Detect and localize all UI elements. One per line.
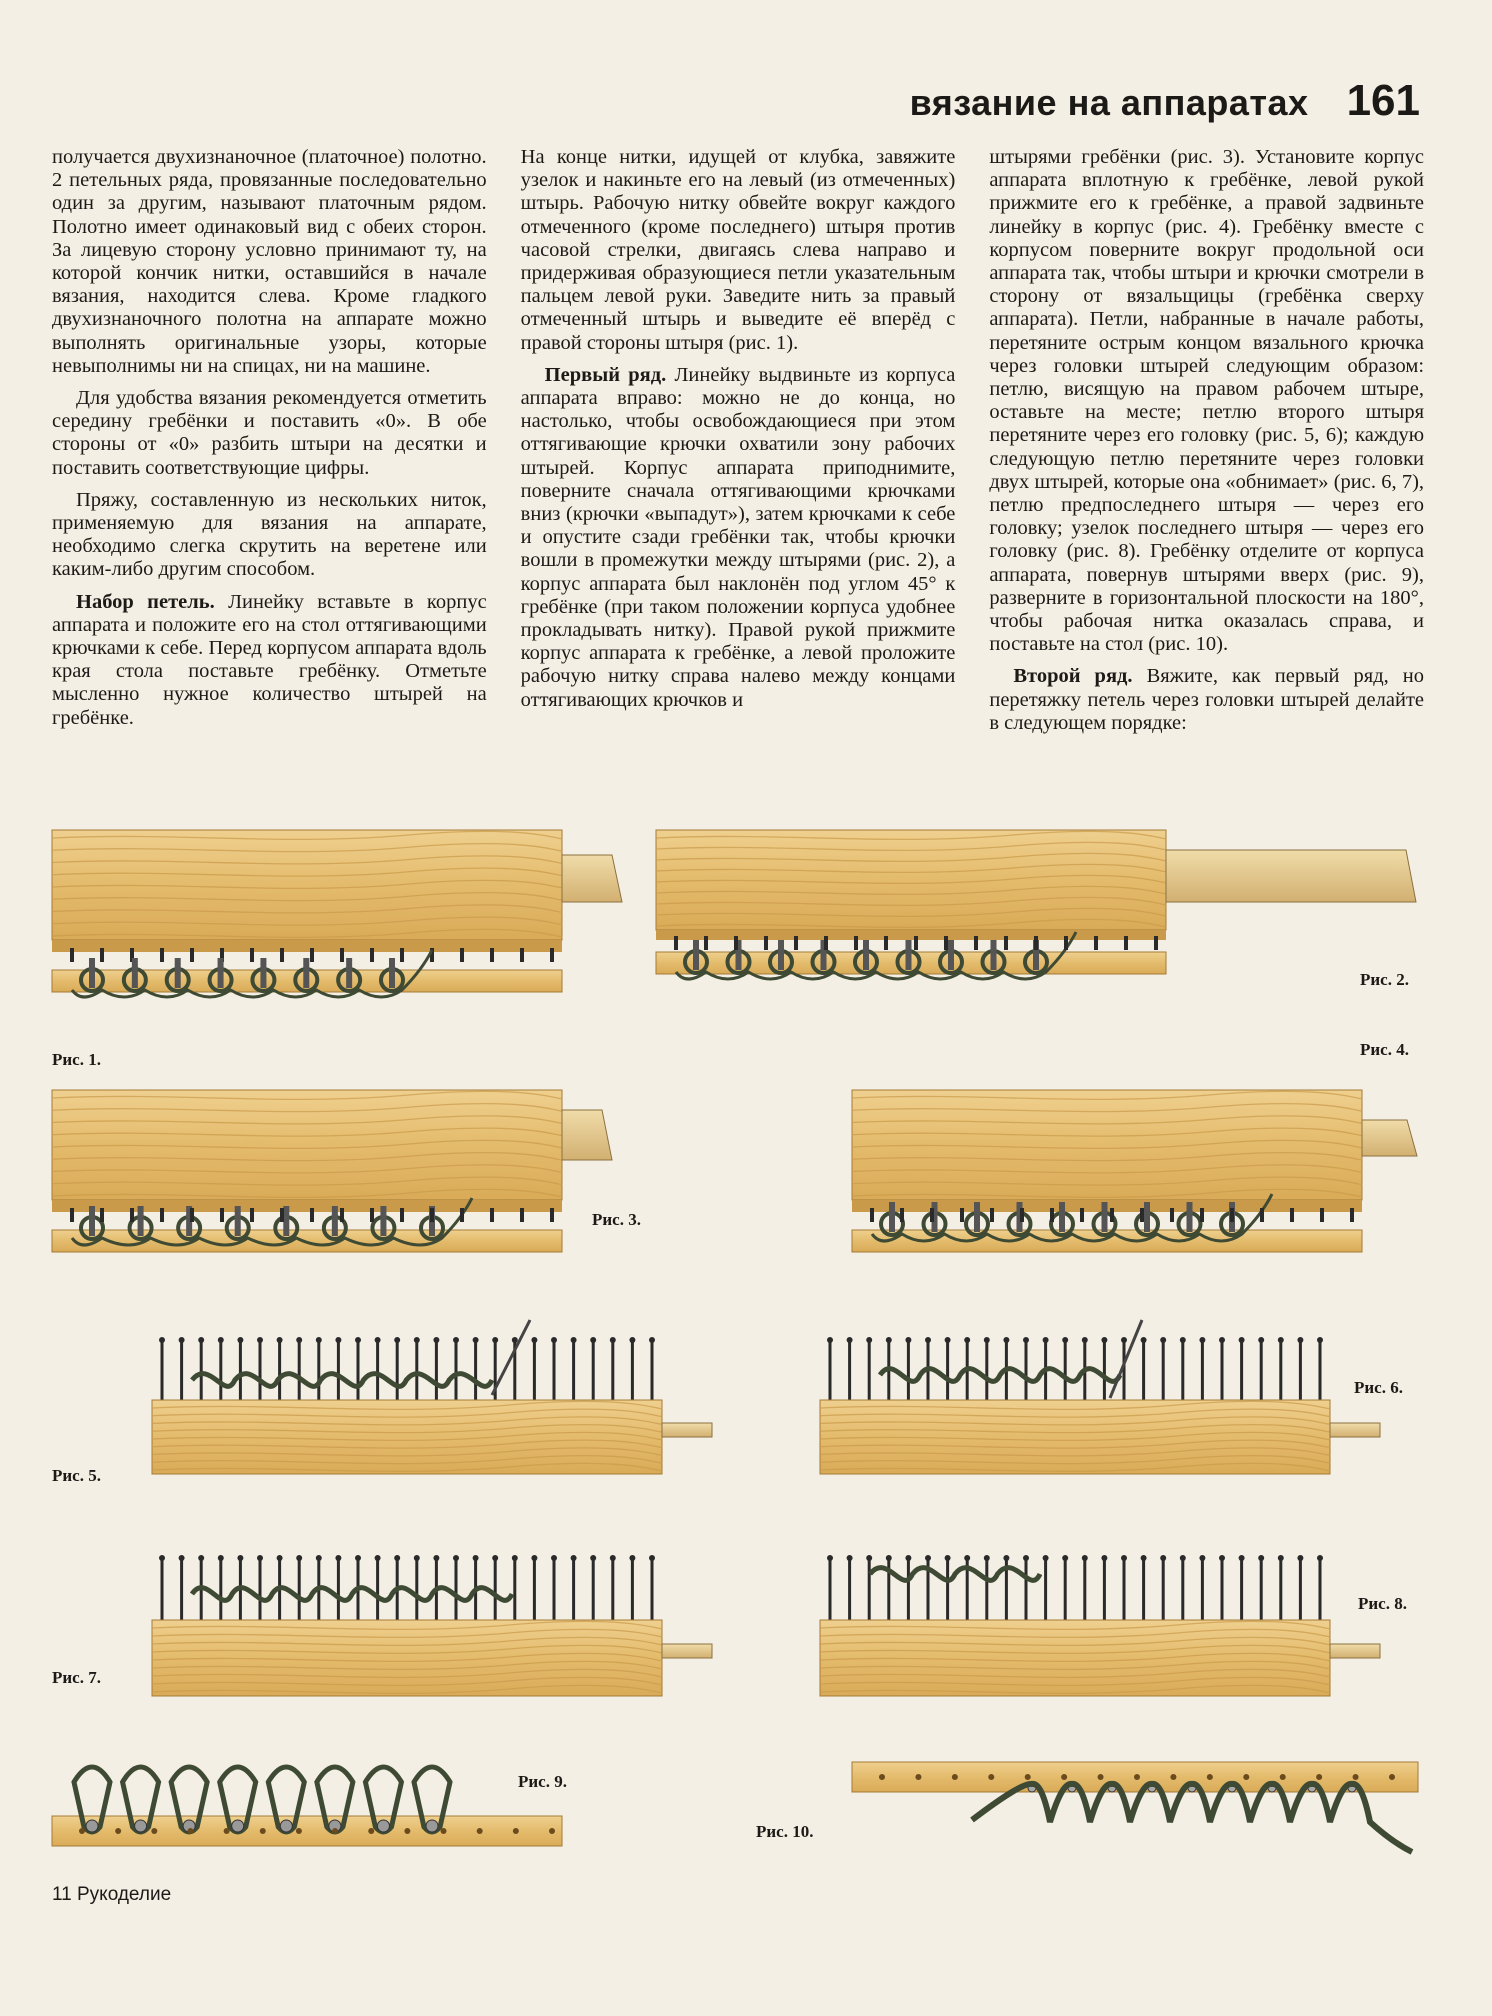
pin <box>778 940 784 970</box>
running-header <box>910 76 1420 124</box>
hook-tooth <box>460 948 464 962</box>
pin-head <box>335 1555 341 1561</box>
pin-head <box>1199 1555 1205 1561</box>
pin-head <box>257 1337 263 1343</box>
figure-6-illustration <box>820 1320 1390 1480</box>
pin-head <box>237 1337 243 1343</box>
hook-tooth <box>100 1208 104 1222</box>
comb-hole <box>296 1828 302 1834</box>
comb-hole <box>441 1828 447 1834</box>
hook-tooth <box>400 948 404 962</box>
hook-tooth <box>1020 1208 1024 1222</box>
pin-head <box>571 1555 577 1561</box>
pin <box>693 940 699 970</box>
pin-head <box>394 1337 400 1343</box>
hook-tooth <box>974 936 978 950</box>
hook-tooth <box>1124 936 1128 950</box>
pin-head <box>1062 1555 1068 1561</box>
pin-head <box>355 1555 361 1561</box>
pin-head <box>355 1337 361 1343</box>
hook-tooth <box>220 1208 224 1222</box>
pin-head <box>1062 1337 1068 1343</box>
hook-tooth <box>1050 1208 1054 1222</box>
pin-head <box>1317 1337 1323 1343</box>
pin-head <box>610 1337 616 1343</box>
hook-tooth <box>854 936 858 950</box>
hook-tooth <box>884 936 888 950</box>
pin-head <box>1003 1337 1009 1343</box>
text-columns <box>52 146 1424 802</box>
hook-tooth <box>400 1208 404 1222</box>
comb-hole <box>1207 1774 1213 1780</box>
hook-tooth <box>990 1208 994 1222</box>
hook-tooth <box>130 1208 134 1222</box>
hook-tooth <box>1110 1208 1114 1222</box>
pin-head <box>531 1555 537 1561</box>
pin-head <box>453 1337 459 1343</box>
pin-head <box>1199 1337 1205 1343</box>
pin <box>89 1206 95 1236</box>
column-3 <box>989 146 1424 802</box>
pin-head <box>218 1555 224 1561</box>
pin-head <box>426 1820 438 1832</box>
comb-hole <box>1098 1774 1104 1780</box>
hook-tooth <box>1064 936 1068 950</box>
hook-tooth <box>900 1208 904 1222</box>
yarn-strand <box>972 1784 1412 1852</box>
hook-tooth <box>520 948 524 962</box>
hook-tooth <box>550 1208 554 1222</box>
pin <box>863 940 869 970</box>
hook-tooth <box>340 948 344 962</box>
pin <box>132 958 138 988</box>
page-footer: 11 Рукоделие <box>52 1884 172 1905</box>
comb-hole <box>151 1828 157 1834</box>
figure-caption: Рис. 5. <box>52 1466 101 1485</box>
pin-head <box>1180 1555 1186 1561</box>
hook-tooth <box>944 936 948 950</box>
pin-head <box>827 1337 833 1343</box>
paragraph: Пряжу, составленную из нескольких ниток, применяемую для вязания на аппарате, необходимо слегка скрутить на веретене или каким-либо другим способом. <box>52 488 487 581</box>
pin <box>332 1206 338 1236</box>
comb-hole <box>260 1828 266 1834</box>
pin-head <box>1043 1337 1049 1343</box>
pin-head <box>433 1337 439 1343</box>
figure-9-illustration <box>52 1752 572 1862</box>
pin-head <box>375 1555 381 1561</box>
pin-head <box>394 1555 400 1561</box>
pin-head <box>512 1337 518 1343</box>
pin-head <box>1239 1555 1245 1561</box>
figure-7-illustration <box>152 1544 722 1704</box>
comb-hole <box>879 1774 885 1780</box>
pin-head <box>1180 1337 1186 1343</box>
pin-head <box>551 1337 557 1343</box>
pin-head <box>905 1555 911 1561</box>
comb-hole <box>915 1774 921 1780</box>
section-title: вязание на аппаратах <box>909 82 1309 123</box>
hook-tooth <box>340 1208 344 1222</box>
pin-head <box>335 1337 341 1343</box>
pin-head <box>1278 1337 1284 1343</box>
hook-tooth <box>1080 1208 1084 1222</box>
paragraph-lead: Второй ряд. <box>1013 665 1133 688</box>
pin-head <box>198 1337 204 1343</box>
figure-caption: Рис. 4. <box>1360 1040 1409 1059</box>
comb-hole <box>1353 1774 1359 1780</box>
hook-tooth <box>490 948 494 962</box>
hook-tooth <box>914 936 918 950</box>
pin-head <box>629 1555 635 1561</box>
hook-tooth <box>70 948 74 962</box>
pin <box>138 1206 144 1236</box>
pin-head <box>1082 1555 1088 1561</box>
hook-tooth <box>960 1208 964 1222</box>
pin-head <box>1101 1555 1107 1561</box>
pin-head <box>232 1820 244 1832</box>
hook-tooth <box>280 1208 284 1222</box>
pin <box>948 940 954 970</box>
pin-head <box>316 1337 322 1343</box>
hook-tooth <box>674 936 678 950</box>
hook-tooth <box>310 1208 314 1222</box>
paragraph: Для удобства вязания рекомендуется отметить середину гребёнки и поставить «0». В обе стороны от «0» разбить штыри на десятки и поставить соответствующие цифры. <box>52 387 487 479</box>
paragraph: Второй ряд. Вяжите, как первый ряд, но перетяжку петель через головки штырей делайте в следующем порядке: <box>989 665 1425 734</box>
pin-head <box>277 1337 283 1343</box>
pin-head <box>1258 1337 1264 1343</box>
column-1 <box>52 146 487 802</box>
figure-caption: Рис. 7. <box>52 1668 101 1687</box>
pin-head <box>473 1555 479 1561</box>
pin-head <box>277 1555 283 1561</box>
pin-head <box>492 1555 498 1561</box>
pin-head <box>414 1337 420 1343</box>
hook-tooth <box>370 1208 374 1222</box>
pin <box>974 1202 980 1232</box>
hook-tooth <box>734 936 738 950</box>
page-number: 161 <box>1346 76 1420 125</box>
pin-head <box>847 1337 853 1343</box>
pin-head <box>964 1337 970 1343</box>
comb-hole <box>1170 1774 1176 1780</box>
pin-head <box>551 1555 557 1561</box>
pin-head <box>925 1555 931 1561</box>
pin-head <box>492 1337 498 1343</box>
comb-hole <box>115 1828 121 1834</box>
comb-hole <box>368 1828 374 1834</box>
hook-tooth <box>1094 936 1098 950</box>
pin-head <box>1160 1555 1166 1561</box>
comb-hole <box>1389 1774 1395 1780</box>
pin-head <box>847 1555 853 1561</box>
pin-head <box>257 1555 263 1561</box>
comb-hole <box>1025 1774 1031 1780</box>
figure-caption: Рис. 1. <box>52 1050 101 1069</box>
hook-tooth <box>1350 1208 1354 1222</box>
pin-head <box>984 1555 990 1561</box>
pin-head <box>905 1337 911 1343</box>
hook-tooth <box>70 1208 74 1222</box>
pin-head <box>512 1555 518 1561</box>
hook-tooth <box>1004 936 1008 950</box>
pin <box>346 958 352 988</box>
pin-head <box>827 1555 833 1561</box>
pin <box>889 1202 895 1232</box>
pin-head <box>984 1337 990 1343</box>
pin-head <box>629 1337 635 1343</box>
pin-head <box>1160 1337 1166 1343</box>
pin-head <box>1003 1555 1009 1561</box>
pin-head <box>886 1337 892 1343</box>
pin-head <box>590 1555 596 1561</box>
yarn-strand <box>870 1568 1040 1581</box>
pin-head <box>1023 1337 1029 1343</box>
paragraph: На конце нитки, идущей от клубка, завяжите узелок и накиньте его на левый (из отмеченных) штырь. Рабочую нитку обвейте вокруг каждого отмеченного (кроме последнего) штыря против часовой стрелки, двигаясь слева направо и придерживая образующиеся петли указательным пальцем левой руки. Заведите нить за правый отмеченный штырь и выведите её вперёд с правой стороны штыря (рис. 1). <box>520 146 956 354</box>
pin <box>389 958 395 988</box>
pin-head <box>649 1337 655 1343</box>
paragraph: Первый ряд. Линейку выдвиньте из корпуса аппарата вправо: можно не до конца, но настолько, чтобы освобождающиеся при этом оттягивающие крючки охватили зону рабочих штырей. Корпус аппарата приподнимите, поверните сначала оттягивающими крючками вниз (крючки «выпадут»), затем крючками к себе и опустите сзади гребёнки так, чтобы крючки вошли в промежутки между штырями (рис. 2), а корпус аппарата был наклонён под углом 45° к гребёнке (при таком положении корпуса удобнее прокладывать нитку). Правой рукой прижмите корпус аппарата к гребёнке, а левой проложите рабочую нитку справа налево между концами оттягивающих крючков и <box>520 363 956 711</box>
pin <box>380 1206 386 1236</box>
figure-caption: Рис. 6. <box>1354 1378 1403 1397</box>
pin-head <box>1258 1555 1264 1561</box>
pin-head <box>86 1820 98 1832</box>
pin-head <box>1082 1337 1088 1343</box>
pin-head <box>1297 1337 1303 1343</box>
hook-tooth <box>794 936 798 950</box>
pin-head <box>571 1337 577 1343</box>
pin-head <box>531 1337 537 1343</box>
pin-head <box>945 1337 951 1343</box>
figure-caption: Рис. 2. <box>1360 970 1409 989</box>
hook-tooth <box>160 948 164 962</box>
pin-head <box>1219 1337 1225 1343</box>
paragraph: получается двухизнаночное (платочное) полотно. 2 петельных ряда, провязанные последовательно один за другим, называют платочным рядом. Полотно имеет одинаковый вид с обеих сторон. За лицевую сторону условно принимают ту, на которой кончик нитки, оставшийся в начале вязания, находится слева. Кроме гладкого двухизнаночного полотна на аппарате можно выполнять оригинальные узоры, которые невыполнимы ни на спицах, ни на машине. <box>52 146 487 377</box>
pin-head <box>179 1337 185 1343</box>
pin-head <box>1219 1555 1225 1561</box>
pin <box>260 958 266 988</box>
hook-tooth <box>160 1208 164 1222</box>
comb-hole <box>988 1774 994 1780</box>
figure-caption: Рис. 3. <box>592 1210 641 1229</box>
pin-head <box>1023 1555 1029 1561</box>
comb-hole <box>477 1828 483 1834</box>
paragraph-lead: Набор петель. <box>76 590 215 613</box>
hook-tooth <box>1230 1208 1234 1222</box>
column-2 <box>521 146 956 802</box>
pin-head <box>1239 1337 1245 1343</box>
pin-head <box>237 1555 243 1561</box>
hook-tooth <box>1260 1208 1264 1222</box>
hook-tooth <box>100 948 104 962</box>
hook-tooth <box>190 948 194 962</box>
pin-head <box>377 1820 389 1832</box>
figure-caption: Рис. 10. <box>756 1822 814 1841</box>
pin-head <box>316 1555 322 1561</box>
paragraph-lead: Первый ряд. <box>544 363 667 386</box>
comb-hole <box>549 1828 555 1834</box>
hook-tooth <box>520 1208 524 1222</box>
figure-caption: Рис. 9. <box>518 1772 567 1791</box>
comb-hole <box>1134 1774 1140 1780</box>
pin <box>1059 1202 1065 1232</box>
figure-2-illustration <box>656 830 1416 1010</box>
pin-head <box>866 1337 872 1343</box>
hook-tooth <box>430 1208 434 1222</box>
pin-head <box>375 1337 381 1343</box>
hook-tooth <box>930 1208 934 1222</box>
comb-hole <box>952 1774 958 1780</box>
hook-tooth <box>1140 1208 1144 1222</box>
pin <box>1102 1202 1108 1232</box>
figure-5-illustration <box>152 1320 722 1480</box>
pin-head <box>1297 1555 1303 1561</box>
hook-tooth <box>370 948 374 962</box>
hook-tooth <box>1034 936 1038 950</box>
pin <box>991 940 997 970</box>
pin <box>1187 1202 1193 1232</box>
paragraph: штырями гребёнки (рис. 3). Установите корпус аппарата вплотную к гребёнке, левой рукой прижмите его к гребёнке, а правой задвиньте линейку в корпус (рис. 4). Гребёнку вместе с корпусом поверните вокруг продольной оси аппарата так, чтобы штыри и крючки смотрели в сторону от вязальщицы (гребёнка сверху аппарата). Петли, набранные в начале работы, перетяните острым концом вязального крючка через головки штырей следующим образом: петлю, висящую на правом рабочем штыре, оставьте на месте; петлю второго штыря перетяните через его головку (рис. 5, 6); каждую следующую петлю перетяните через головки двух штырей, которые она «обнимает» (рис. 6, 7), петлю предпоследнего штыря — через его головку; узелок последнего штыря — через его головку (рис. 8). Гребёнку отделите от корпуса аппарата, повернув штырями вверх (рис. 9), разверните в горизонтальной плоскости на 180°, чтобы рабочая нитка оказалась справа, и поставьте на стол (рис. 10). <box>989 146 1425 656</box>
pin-head <box>179 1555 185 1561</box>
hook-tooth <box>550 948 554 962</box>
comb-hole <box>513 1828 519 1834</box>
figure-10-illustration <box>852 1752 1422 1862</box>
pin-head <box>433 1555 439 1561</box>
figure-3-illustration <box>52 1090 612 1280</box>
pin-head <box>610 1555 616 1561</box>
figure-8-illustration <box>820 1544 1390 1704</box>
figure-1-illustration <box>52 830 622 1030</box>
hook-tooth <box>250 948 254 962</box>
pin-head <box>218 1337 224 1343</box>
pin-head <box>453 1555 459 1561</box>
pin-head <box>135 1820 147 1832</box>
pin-head <box>1101 1337 1107 1343</box>
pin-head <box>198 1555 204 1561</box>
pin-head <box>1278 1555 1284 1561</box>
hook-tooth <box>1320 1208 1324 1222</box>
pin-head <box>1121 1555 1127 1561</box>
pin-head <box>866 1555 872 1561</box>
hook-tooth <box>704 936 708 950</box>
pin-head <box>159 1555 165 1561</box>
pin-head <box>964 1555 970 1561</box>
pin <box>906 940 912 970</box>
yarn-strand <box>192 1374 492 1387</box>
hook-tooth <box>1170 1208 1174 1222</box>
pin <box>89 958 95 988</box>
pin <box>175 958 181 988</box>
hook-tooth <box>280 948 284 962</box>
paragraph: Набор петель. Линейку вставьте в корпус аппарата и положите его на стол оттягивающими крючками к себе. Перед корпусом аппарата вдоль края стола поставьте гребёнку. Отметьте мысленно нужное количество штырей на гребёнке. <box>52 590 487 729</box>
pin-head <box>1317 1555 1323 1561</box>
pin <box>235 1206 241 1236</box>
pin <box>303 958 309 988</box>
comb-hole <box>1061 1774 1067 1780</box>
hook-tooth <box>870 1208 874 1222</box>
hook-tooth <box>250 1208 254 1222</box>
pin <box>218 958 224 988</box>
comb-hole <box>1280 1774 1286 1780</box>
pin-head <box>159 1337 165 1343</box>
pin-head <box>296 1555 302 1561</box>
hook-tooth <box>1290 1208 1294 1222</box>
comb-hole <box>224 1828 230 1834</box>
hook-tooth <box>1154 936 1158 950</box>
pin-head <box>1043 1555 1049 1561</box>
hook-tooth <box>824 936 828 950</box>
comb-hole <box>1243 1774 1249 1780</box>
pin-head <box>886 1555 892 1561</box>
figure-caption: Рис. 8. <box>1358 1594 1407 1613</box>
hook-tooth <box>190 1208 194 1222</box>
pin-head <box>925 1337 931 1343</box>
pin-head <box>414 1555 420 1561</box>
comb-hole <box>332 1828 338 1834</box>
pin <box>1144 1202 1150 1232</box>
pin-head <box>1141 1555 1147 1561</box>
hook-tooth <box>490 1208 494 1222</box>
pin-head <box>1121 1337 1127 1343</box>
pin-head <box>649 1555 655 1561</box>
pin <box>283 1206 289 1236</box>
comb-hole <box>404 1828 410 1834</box>
hook-tooth <box>310 948 314 962</box>
hook-tooth <box>764 936 768 950</box>
hook-tooth <box>1200 1208 1204 1222</box>
comb-hole <box>79 1828 85 1834</box>
pin-head <box>1141 1337 1147 1343</box>
pin-head <box>473 1337 479 1343</box>
figure-4-illustration <box>852 1090 1422 1280</box>
comb-hole <box>187 1828 193 1834</box>
pin-head <box>590 1337 596 1343</box>
pin-head <box>945 1555 951 1561</box>
hook-tooth <box>460 1208 464 1222</box>
pin-head <box>280 1820 292 1832</box>
comb-hole <box>1316 1774 1322 1780</box>
pin-head <box>296 1337 302 1343</box>
